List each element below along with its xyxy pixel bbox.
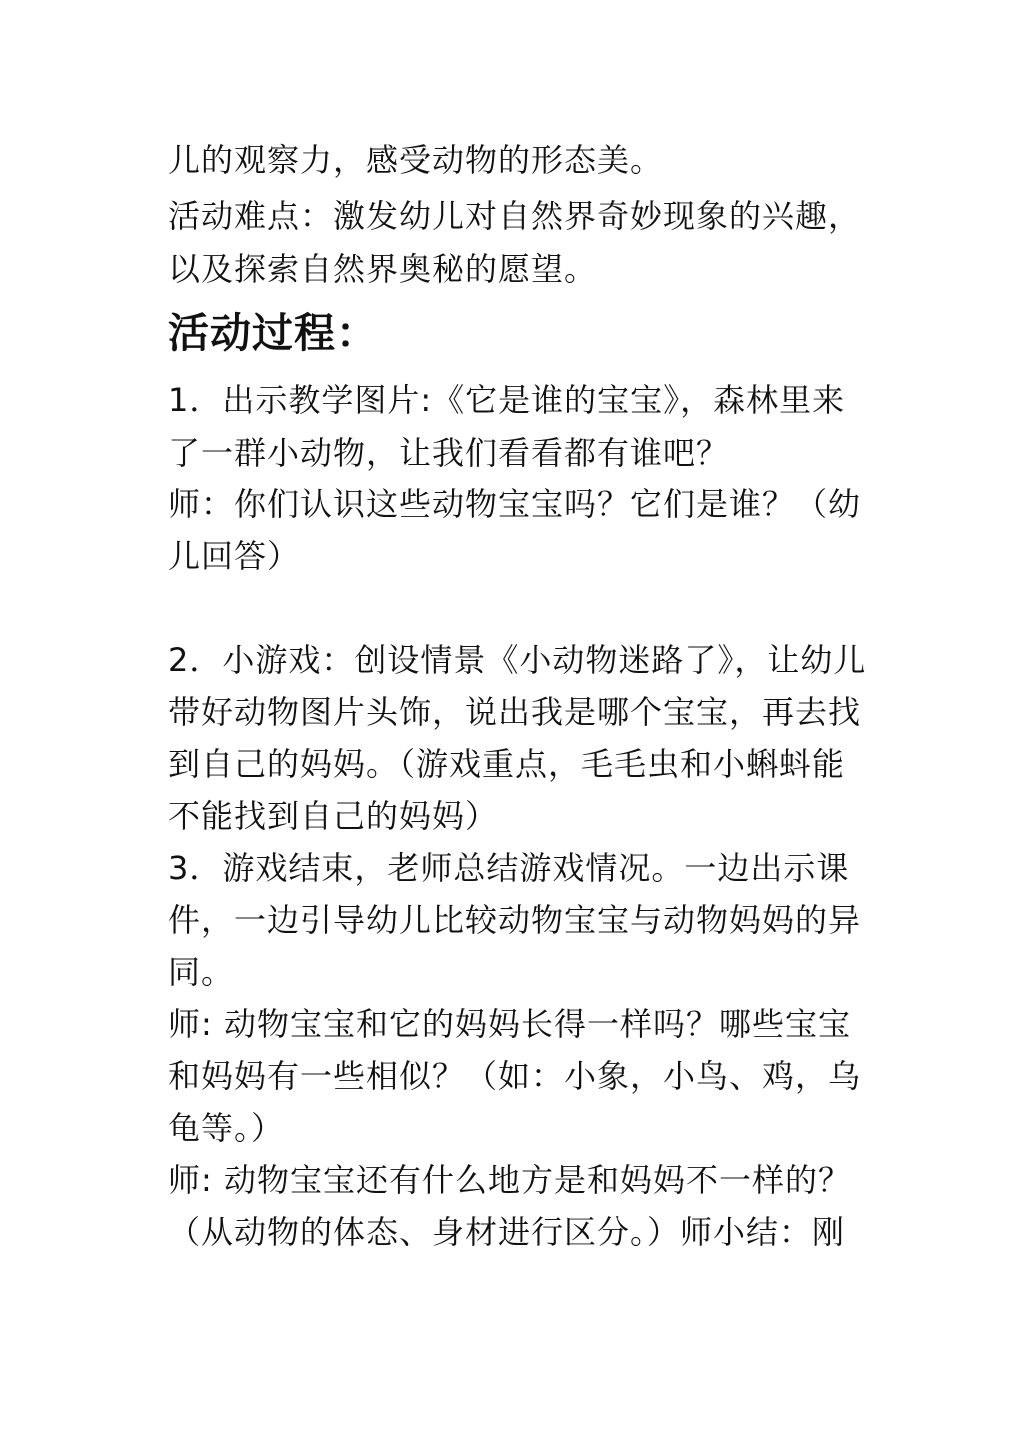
- text-line-5: 了一群小动物，让我们看看都有谁吧？: [168, 434, 730, 472]
- section-heading: 活动过程：: [168, 309, 378, 357]
- text-line-1: 儿的观察力，感受动物的形态美。: [168, 141, 664, 179]
- text-line-12: 3．游戏结束，老师总结游戏情况。一边出示课: [168, 849, 850, 887]
- text-line-7: 儿回答）: [168, 537, 301, 575]
- text-line-15: 师: 动物宝宝和它的妈妈长得一样吗？哪些宝宝: [168, 1005, 851, 1043]
- text-line-11: 不能找到自己的妈妈）: [168, 797, 499, 835]
- text-line-4: 1．出示教学图片:《它是谁的宝宝》，森林里来: [168, 381, 846, 419]
- text-line-16: 和妈妈有一些相似？（如：小象，小鸟、鸡，乌: [168, 1057, 862, 1095]
- text-line-9: 带好动物图片头饰，说出我是哪个宝宝，再去找: [168, 693, 862, 731]
- text-line-18: 师: 动物宝宝还有什么地方是和妈妈不一样的？: [168, 1161, 851, 1199]
- text-line-2: 活动难点：激发幼儿对自然界奇妙现象的兴趣，: [168, 197, 862, 235]
- text-line-17: 龟等。）: [168, 1109, 285, 1147]
- text-line-10: 到自己的妈妈。（游戏重点，毛毛虫和小蝌蚪能: [168, 745, 846, 783]
- text-line-3: 以及探索自然界奥秘的愿望。: [168, 250, 598, 288]
- text-line-14: 同。: [168, 953, 235, 991]
- text-line-19: （从动物的体态、身材进行区分。）师小结：刚: [168, 1213, 846, 1251]
- text-line-8: 2．小游戏：创设情景《小动物迷路了》，让幼儿: [168, 641, 867, 679]
- text-line-6: 师：你们认识这些动物宝宝吗？它们是谁？（幼: [168, 485, 862, 523]
- text-line-13: 件，一边引导幼儿比较动物宝宝与动物妈妈的异: [168, 901, 862, 939]
